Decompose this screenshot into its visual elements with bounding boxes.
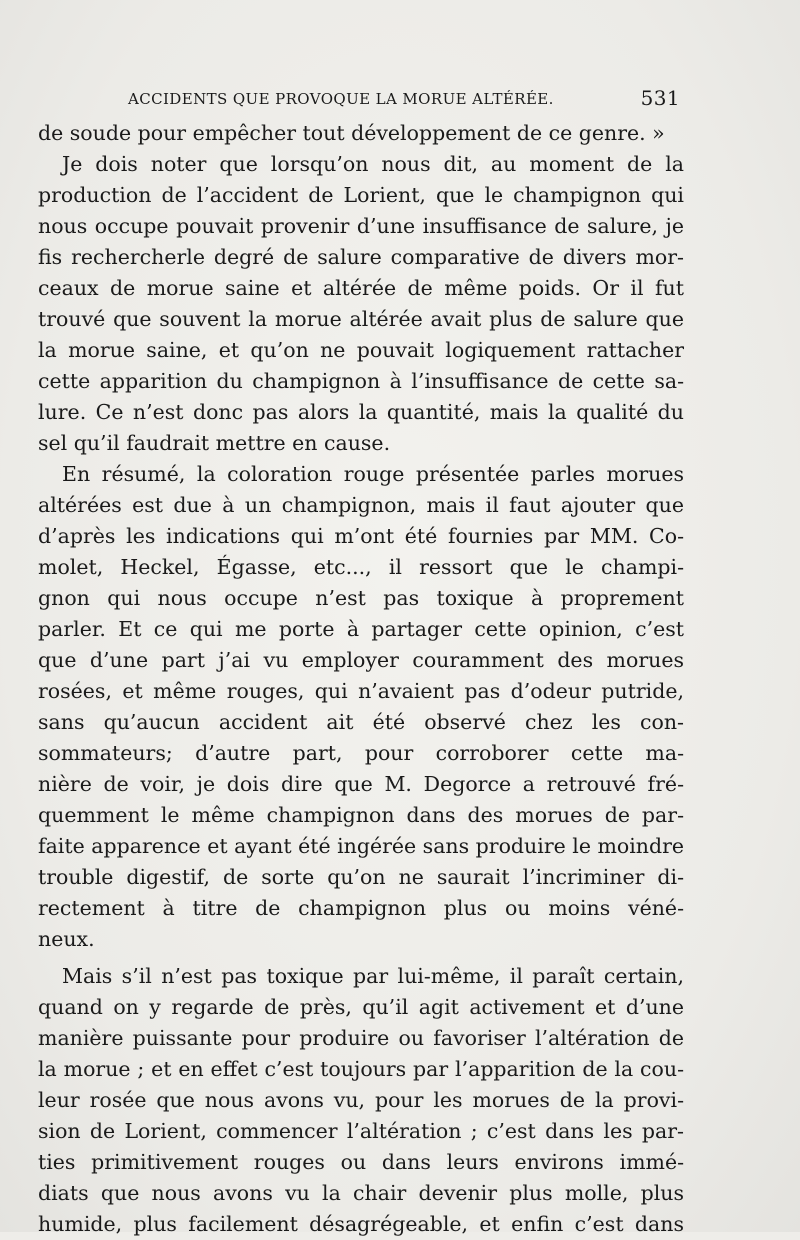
text-line: neux. [38, 927, 95, 951]
paragraph [38, 459, 684, 955]
text-line: En résumé, la coloration rouge présentée parles morues [62, 462, 684, 486]
text-line: la morue ; et en effet c’est toujours par l’apparition de la cou- [38, 1057, 684, 1081]
paragraph [38, 961, 684, 1240]
text-line: d’après les indications qui m’ont été fournies par MM. Co- [38, 524, 684, 548]
text-line: trouble digestif, de sorte qu’on ne saurait l’incriminer di- [38, 865, 684, 889]
text-line: faite apparence et ayant été ingérée sans produire le moindre [38, 834, 684, 858]
running-header [128, 84, 684, 118]
page-number: 531 [640, 86, 680, 110]
paragraph [38, 118, 684, 149]
text-line: altérées est due à un champignon, mais il faut ajouter que [38, 493, 684, 517]
text-line: nière de voir, je dois dire que M. Degorce a retrouvé fré- [38, 772, 684, 796]
running-title: ACCIDENTS QUE PROVOQUE LA MORUE ALTÉRÉE. [128, 90, 554, 108]
text-line: gnon qui nous occupe n’est pas toxique à proprement [38, 586, 684, 610]
text-line: trouvé que souvent la morue altérée avait plus de salure que [38, 307, 684, 331]
text-line: que d’une part j’ai vu employer couramment des morues [38, 648, 684, 672]
text-line: parler. Et ce qui me porte à partager cette opinion, c’est [38, 617, 684, 641]
text-line: humide, plus facilement désagrégeable, et enfin c’est dans [38, 1212, 684, 1236]
paragraph [38, 149, 684, 459]
text-line: rosées, et même rouges, qui n’avaient pas d’odeur putride, [38, 679, 684, 703]
text-line: molet, Heckel, Égasse, etc..., il ressort que le champi- [38, 555, 684, 579]
text-line: production de l’accident de Lorient, que le champignon qui [38, 183, 684, 207]
text-line: de soude pour empêcher tout développement de ce genre. » [38, 121, 665, 145]
text-line: sommateurs; d’autre part, pour corroborer cette ma- [38, 741, 684, 765]
text-line: sans qu’aucun accident ait été observé chez les con- [38, 710, 684, 734]
text-line: sel qu’il faudrait mettre en cause. [38, 431, 391, 455]
text-line: la morue saine, et qu’on ne pouvait logiquement rattacher [38, 338, 684, 362]
text-line: sion de Lorient, commencer l’altération ; c’est dans les par- [38, 1119, 684, 1143]
text-line: leur rosée que nous avons vu, pour les morues de la provi- [38, 1088, 684, 1112]
text-line: fis rechercherle degré de salure comparative de divers mor- [38, 245, 684, 269]
text-line: cette apparition du champignon à l’insuffisance de cette sa- [38, 369, 684, 393]
text-line: ceaux de morue saine et altérée de même poids. Or il fut [38, 276, 684, 300]
text-line: manière puissante pour produire ou favoriser l’altération de [38, 1026, 684, 1050]
text-line: nous occupe pouvait provenir d’une insuffisance de salure, je [38, 214, 684, 238]
text-line: quemment le même champignon dans des morues de par- [38, 803, 684, 827]
text-line: Je dois noter que lorsqu’on nous dit, au moment de la [62, 152, 684, 176]
text-line: Mais s’il n’est pas toxique par lui-même, il paraît certain, [62, 964, 684, 988]
text-line: lure. Ce n’est donc pas alors la quantité, mais la qualité du [38, 400, 684, 424]
text-line: rectement à titre de champignon plus ou moins véné- [38, 896, 684, 920]
body-text [38, 118, 684, 1240]
text-line: ties primitivement rouges ou dans leurs environs immé- [38, 1150, 684, 1174]
text-line: diats que nous avons vu la chair devenir plus molle, plus [38, 1181, 684, 1205]
text-line: quand on y regarde de près, qu’il agit activement et d’une [38, 995, 684, 1019]
